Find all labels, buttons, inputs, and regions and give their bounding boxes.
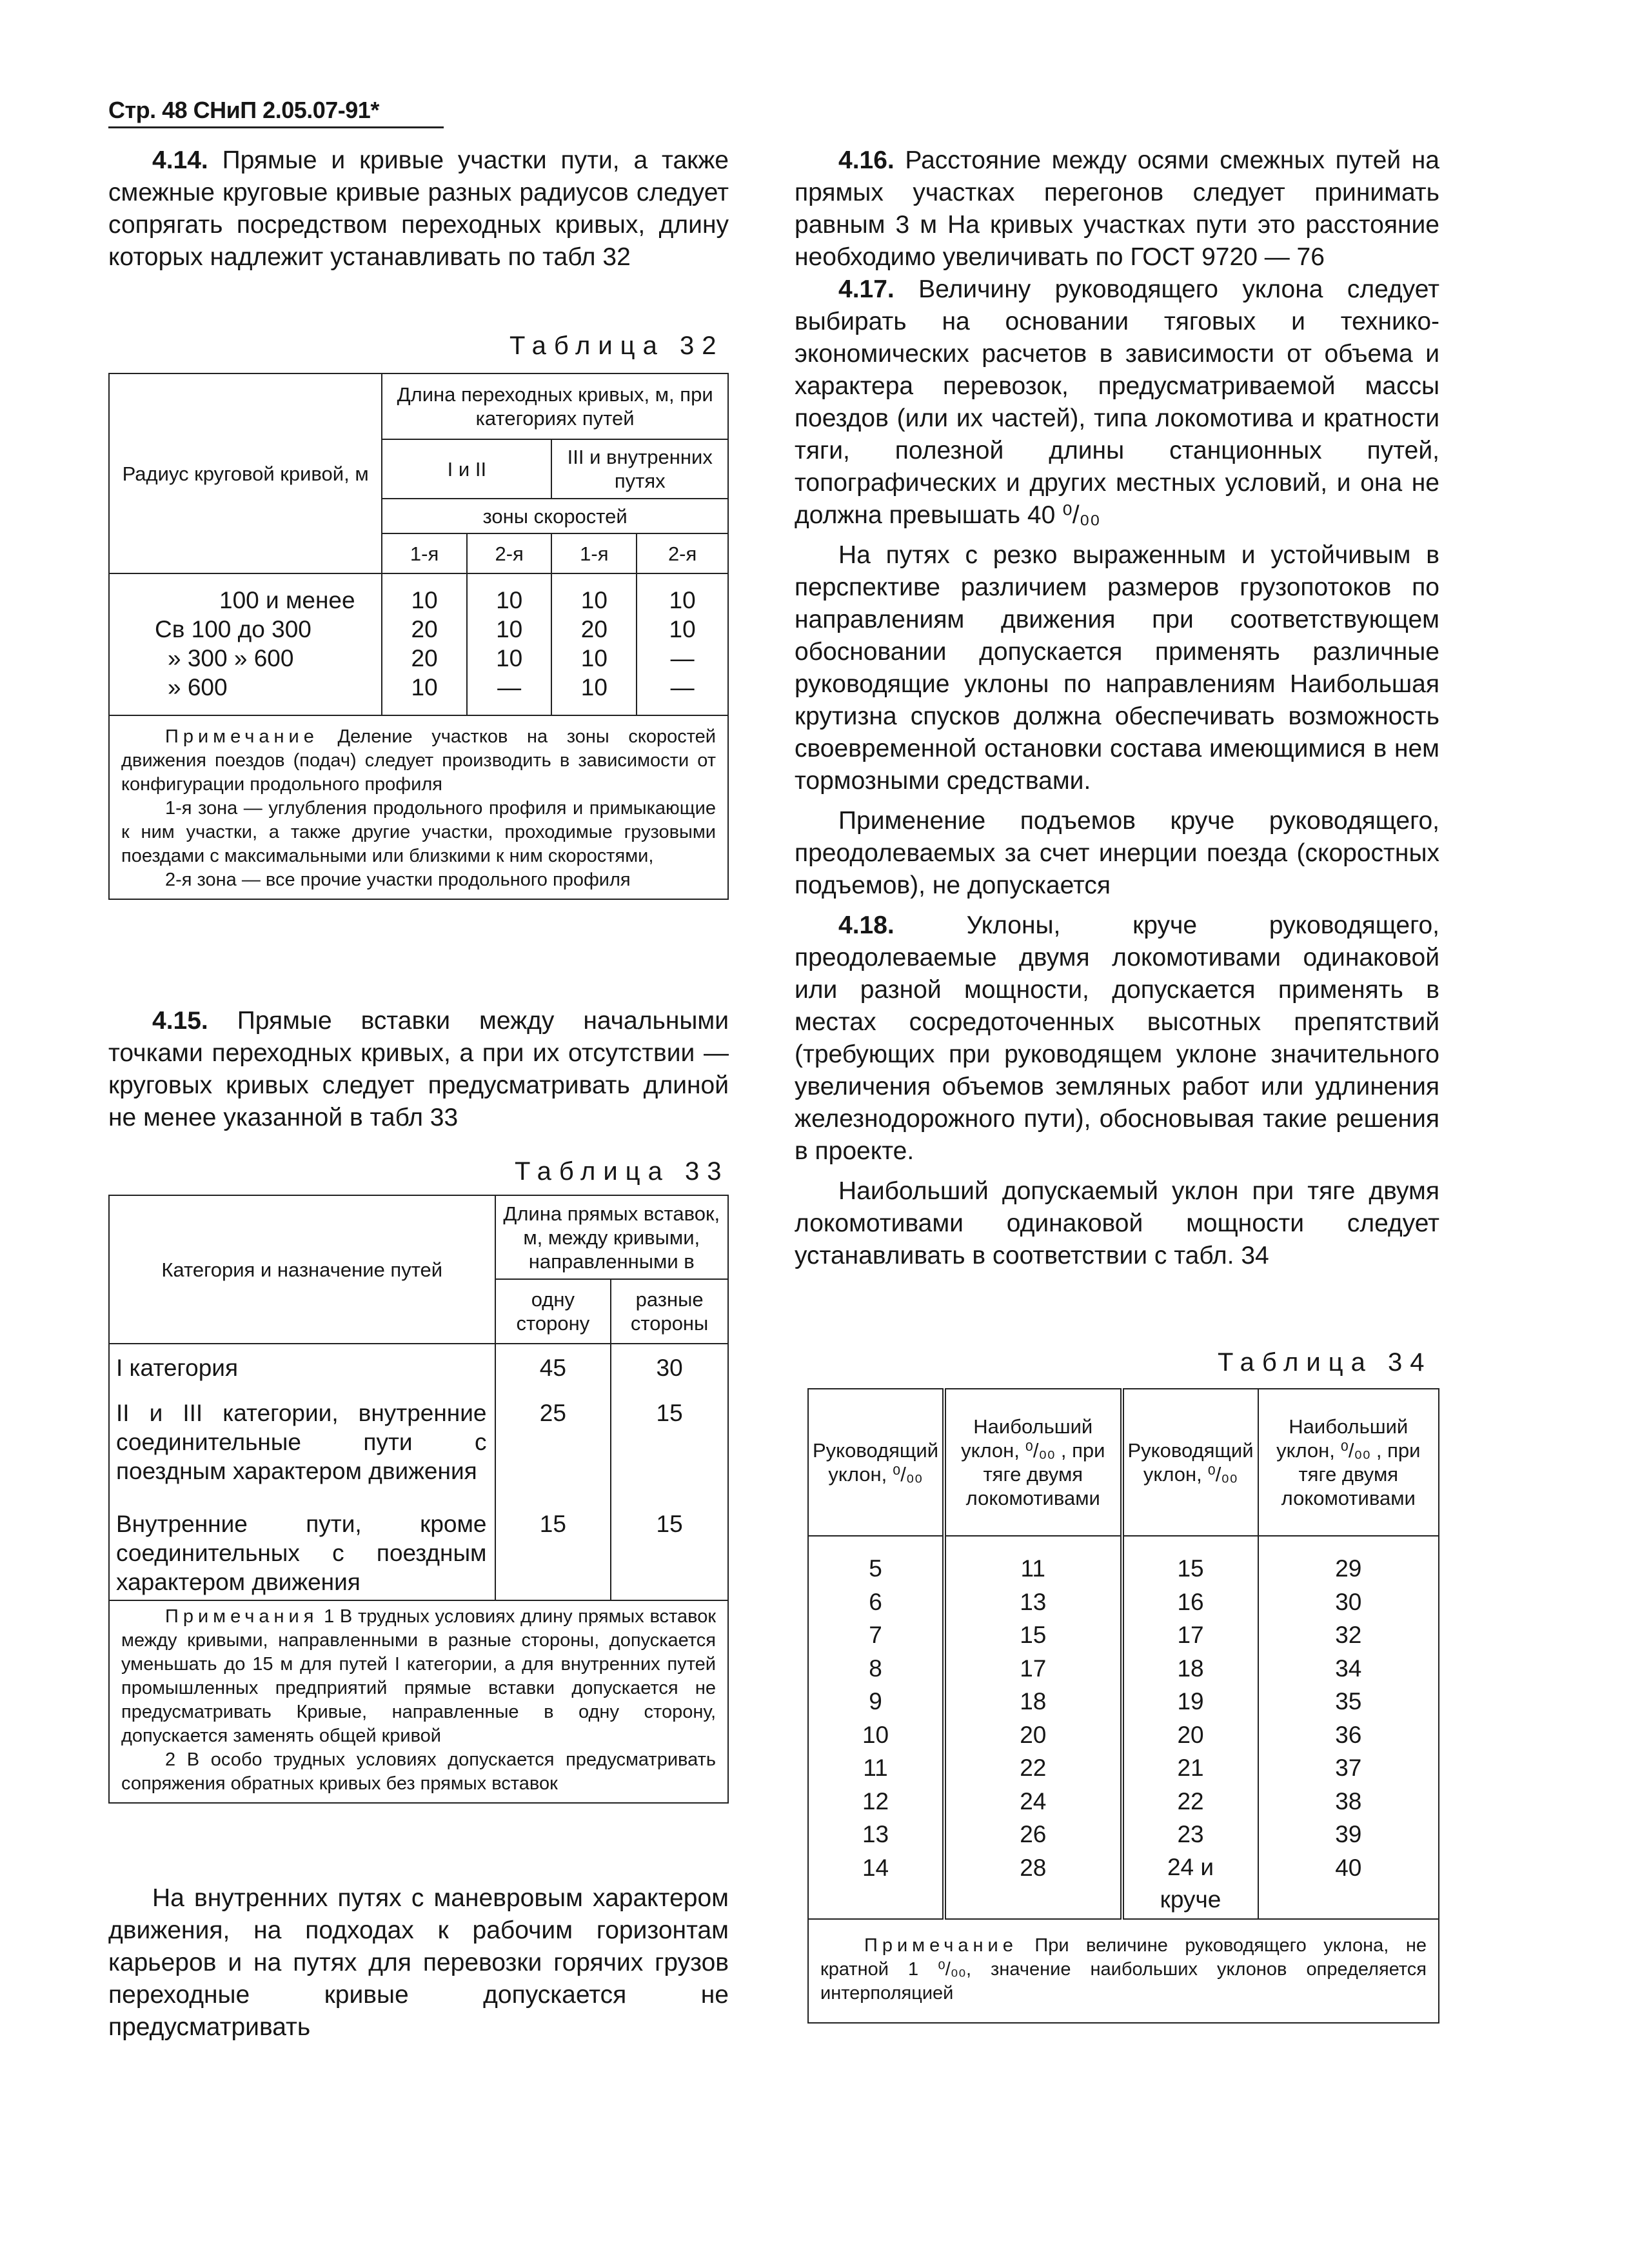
table-cell: 15 xyxy=(1020,1622,1047,1648)
header-max-grade: Наибольший уклон, ⁰/₀₀ , при тяге двумя локомотивами xyxy=(944,1389,1122,1536)
table-cell: 13 xyxy=(1020,1588,1047,1615)
paragraph-text: Наибольший допускаемый уклон при тяге двумя локомотивами одинаковой мощности следует устанавливать в соответствии с табл. 34 xyxy=(795,1177,1439,1269)
table-cell: 28 xyxy=(1020,1854,1047,1881)
para-4-15 xyxy=(108,1005,729,1134)
table-cell: 21 xyxy=(1177,1755,1204,1781)
table-cell: 10 xyxy=(580,587,608,613)
header-cat-1-2: I и II xyxy=(382,439,551,499)
table-cell: 25 xyxy=(539,1400,566,1426)
table-33 xyxy=(108,1195,729,1804)
table-cell: 22 xyxy=(1020,1755,1047,1781)
table-cell: 20 xyxy=(1177,1721,1204,1748)
table-cell: 45 xyxy=(539,1355,566,1381)
table-34 xyxy=(807,1388,1439,2024)
table-cell: 100 и менее xyxy=(219,587,355,613)
table-cell: 20 xyxy=(580,616,608,642)
radius-column xyxy=(109,573,382,715)
table-cell: 11 xyxy=(1020,1555,1045,1582)
table-cell: 10 xyxy=(862,1721,889,1748)
table-cell: 15 xyxy=(656,1511,683,1537)
table-cell: 40 xyxy=(1335,1854,1362,1881)
table-cell: 18 xyxy=(1020,1688,1047,1715)
table-cell: 8 xyxy=(869,1655,882,1682)
table-cell: 15 xyxy=(539,1511,566,1537)
note-text: 2-я зона — все прочие участки продольного профиля xyxy=(165,870,631,890)
table-cell: 38 xyxy=(1335,1787,1362,1815)
note-text: Деление участков на зоны скоростей движения поездов (подач) следует производить в зависимости от конфигурации продольного профиля xyxy=(121,726,717,795)
table-cell: 17 xyxy=(1020,1655,1047,1682)
table-cell: 24 xyxy=(1020,1787,1047,1815)
table-cell: 7 xyxy=(869,1622,882,1648)
value-column xyxy=(1122,1536,1258,1919)
header-zone: 1-я xyxy=(551,533,637,573)
table-cell: 18 xyxy=(1177,1655,1204,1682)
table-cell: 14 xyxy=(862,1854,889,1881)
table-cell: 10 xyxy=(580,645,608,671)
table-cell: 36 xyxy=(1335,1721,1362,1748)
table-cell: 37 xyxy=(1335,1755,1362,1781)
value-column xyxy=(1258,1536,1439,1919)
header-zone: 1-я xyxy=(382,533,467,573)
header-length: Длина переходных кривых, м, при категориях путей xyxy=(382,373,728,439)
table-cell: 26 xyxy=(1020,1821,1047,1847)
clause-text: Прямые и кривые участки пути, а также смежные круговые кривые разных радиусов следует сопрягать посредством переходных кривых, длину которых надлежит устанавливать по табл 32 xyxy=(108,146,729,271)
table-cell: 20 xyxy=(411,645,438,671)
header-category: Категория и назначение путей xyxy=(109,1195,495,1344)
note-text: 2 В особо трудных условиях допускается предусматривать сопряжения обратных кривых без прямых вставок xyxy=(121,1749,716,1794)
value-column xyxy=(467,573,552,715)
table-cell: 10 xyxy=(496,587,523,613)
value-column xyxy=(611,1344,728,1600)
table-cell: 19 xyxy=(1177,1688,1204,1715)
table-cell: II и III категории, внутренние соединительные пути с поездным характером движения xyxy=(116,1400,487,1484)
table-cell: Св 100 до 300 xyxy=(155,616,311,642)
table-cell: 6 xyxy=(869,1588,882,1615)
clause-text: Величину руководящего уклона следует выбирать на основании тяговых и технико-экономических расчетов в зависимости от объема и характера перевозок, предусматриваемой массы поездов (или их частей), типа локомотива и кратности тяги, полезной длины станционных путей, топографических и других местных условий, и она не должна превышать 40 ⁰/₀₀ xyxy=(795,275,1439,529)
table-cell: 13 xyxy=(862,1821,889,1847)
note-label: Примечание xyxy=(165,726,319,747)
table-cell: 30 xyxy=(656,1355,683,1381)
table-cell: 35 xyxy=(1335,1688,1362,1715)
page-header: Стр. 48 СНиП 2.05.07-91* xyxy=(108,97,379,123)
table-cell: — xyxy=(670,674,695,701)
table-cell: 16 xyxy=(1177,1588,1204,1615)
table-cell: 15 xyxy=(1177,1555,1204,1582)
table-cell: » 300 » 600 xyxy=(168,645,294,671)
table-cell: 5 xyxy=(869,1555,882,1582)
table-33-title: Таблица 33 xyxy=(515,1157,729,1186)
header-zone: 2-я xyxy=(467,533,552,573)
note-text: При величине руководящего уклона, не кратной 1 ⁰/₀₀, значение наибольших уклонов определяется интерполяцией xyxy=(820,1935,1427,2004)
header-zones: зоны скоростей xyxy=(382,499,728,533)
table-cell: 12 xyxy=(862,1787,889,1815)
table-cell: I категория xyxy=(116,1355,238,1381)
category-column xyxy=(109,1344,495,1600)
table-cell: 10 xyxy=(411,587,438,613)
paragraph-text: Применение подъемов круче руководящего, преодолеваемых за счет инерции поезда (скоростных подъемов), не допускается xyxy=(795,807,1439,899)
table-cell: — xyxy=(670,645,695,671)
clause-text: Уклоны, круче руководящего, преодолеваемые двумя локомотивами одинаковой или разной мощности, допускается применять в местах сосредоточенных высотных препятствий (требующих при руководящем уклоне значительного увеличения объемов земляных работ или удлинения железнодорожного пути), обосновывая такие решения в проекте. xyxy=(795,911,1439,1165)
table-cell: 20 xyxy=(411,616,438,642)
table-cell: 10 xyxy=(580,674,608,701)
header-length: Длина прямых вставок, м, между кривыми, направленными в xyxy=(495,1195,729,1279)
table-cell: 10 xyxy=(669,587,696,613)
table-cell: 9 xyxy=(869,1688,882,1715)
right-column-text xyxy=(795,144,1439,1272)
value-column xyxy=(637,573,728,715)
table-cell: 10 xyxy=(496,616,523,642)
header-radius: Радиус круговой кривой, м xyxy=(109,373,382,573)
table-32-title: Таблица 32 xyxy=(509,332,724,360)
header-zone: 2-я xyxy=(637,533,728,573)
table-cell: 29 xyxy=(1335,1555,1362,1582)
table-cell: Внутренние пути, кроме соединительных с поездным характером движения xyxy=(116,1511,487,1595)
clause-number: 4.15. xyxy=(152,1007,208,1035)
header-one-side: одну сторону xyxy=(495,1279,611,1344)
table-32-note xyxy=(109,715,728,899)
table-cell: 10 xyxy=(496,645,523,671)
table-cell: 10 xyxy=(669,616,696,642)
header-ruling-grade: Руководящий уклон, ⁰/₀₀ xyxy=(808,1389,944,1536)
value-column xyxy=(382,573,467,715)
table-cell: 11 xyxy=(863,1755,888,1781)
table-cell: 23 xyxy=(1177,1821,1204,1847)
clause-number: 4.17. xyxy=(838,275,895,303)
table-cell: 10 xyxy=(411,674,438,701)
table-cell: 32 xyxy=(1335,1622,1362,1648)
value-column xyxy=(808,1536,944,1919)
para-internal-tracks xyxy=(108,1882,729,2044)
table-cell: — xyxy=(497,674,522,701)
table-cell: 15 xyxy=(656,1400,683,1426)
clause-number: 4.14. xyxy=(152,146,208,174)
header-max-grade: Наибольший уклон, ⁰/₀₀ , при тяге двумя локомотивами xyxy=(1258,1389,1439,1536)
paragraph-text: На путях с резко выраженным и устойчивым в перспективе различием размеров грузопотоков по направлениям движения при соответствующем обосновании допускается применять различные руководящие уклоны по направлениям Наибольшая крутизна спусков должна обеспечивать возможность своевременной остановки состава имеющимися в нем тормозными средствами. xyxy=(795,541,1439,795)
table-34-title: Таблица 34 xyxy=(1218,1348,1432,1377)
header-ruling-grade: Руководящий уклон, ⁰/₀₀ xyxy=(1122,1389,1258,1536)
table-cell: 34 xyxy=(1335,1655,1362,1682)
table-32 xyxy=(108,373,729,900)
table-cell: 20 xyxy=(1020,1721,1047,1748)
table-33-note xyxy=(109,1600,728,1803)
value-column xyxy=(551,573,637,715)
note-label: Примечание xyxy=(864,1935,1018,1956)
clause-text: Расстояние между осями смежных путей на прямых участках перегонов следует принимать равным 3 м На кривых участках пути это расстояние необходимо увеличивать по ГОСТ 9720 — 76 xyxy=(795,146,1439,271)
table-cell: 22 xyxy=(1177,1787,1204,1815)
note-text: 1-я зона — углубления продольного профиля и примыкающие к ним участки, а также другие участки, проходимые грузовыми поездами с максимальными или близкими к ним скоростями, xyxy=(121,798,716,866)
note-label: Примечания xyxy=(165,1606,319,1627)
header-rule xyxy=(108,126,444,128)
value-column xyxy=(495,1344,611,1600)
clause-text: Прямые вставки между начальными точками переходных кривых, а при их отсутствии — круговых кривых следует предусматривать длиной не менее указанной в табл 33 xyxy=(108,1007,729,1131)
para-4-14 xyxy=(108,144,729,274)
table-cell: 30 xyxy=(1335,1588,1362,1615)
table-cell: » 600 xyxy=(168,674,228,701)
table-cell: 17 xyxy=(1177,1622,1204,1648)
clause-number: 4.16. xyxy=(838,146,895,174)
table-cell: 39 xyxy=(1335,1821,1362,1847)
table-34-note xyxy=(808,1919,1439,2023)
note-text: 1 В трудных условиях длину прямых вставок между кривыми, направленными в разные стороны, допускается уменьшать до 15 м для путей I категории, а для внутренних путей промышленных предприятий прямые вставки допускается не предусматривать Кривые, направленные в одну сторону, допускается заменять общей кривой xyxy=(121,1606,717,1746)
paragraph-text: На внутренних путях с маневровым характером движения, на подходах к рабочим горизонтам карьеров и на путях для перевозки горячих грузов переходные кривые допускается не предусматривать xyxy=(108,1884,729,2041)
header-diff-sides: разные стороны xyxy=(611,1279,728,1344)
table-cell: 24 и круче xyxy=(1160,1853,1221,1913)
clause-number: 4.18. xyxy=(838,911,895,939)
value-column xyxy=(944,1536,1122,1919)
header-cat-3: III и внутренних путях xyxy=(551,439,728,499)
